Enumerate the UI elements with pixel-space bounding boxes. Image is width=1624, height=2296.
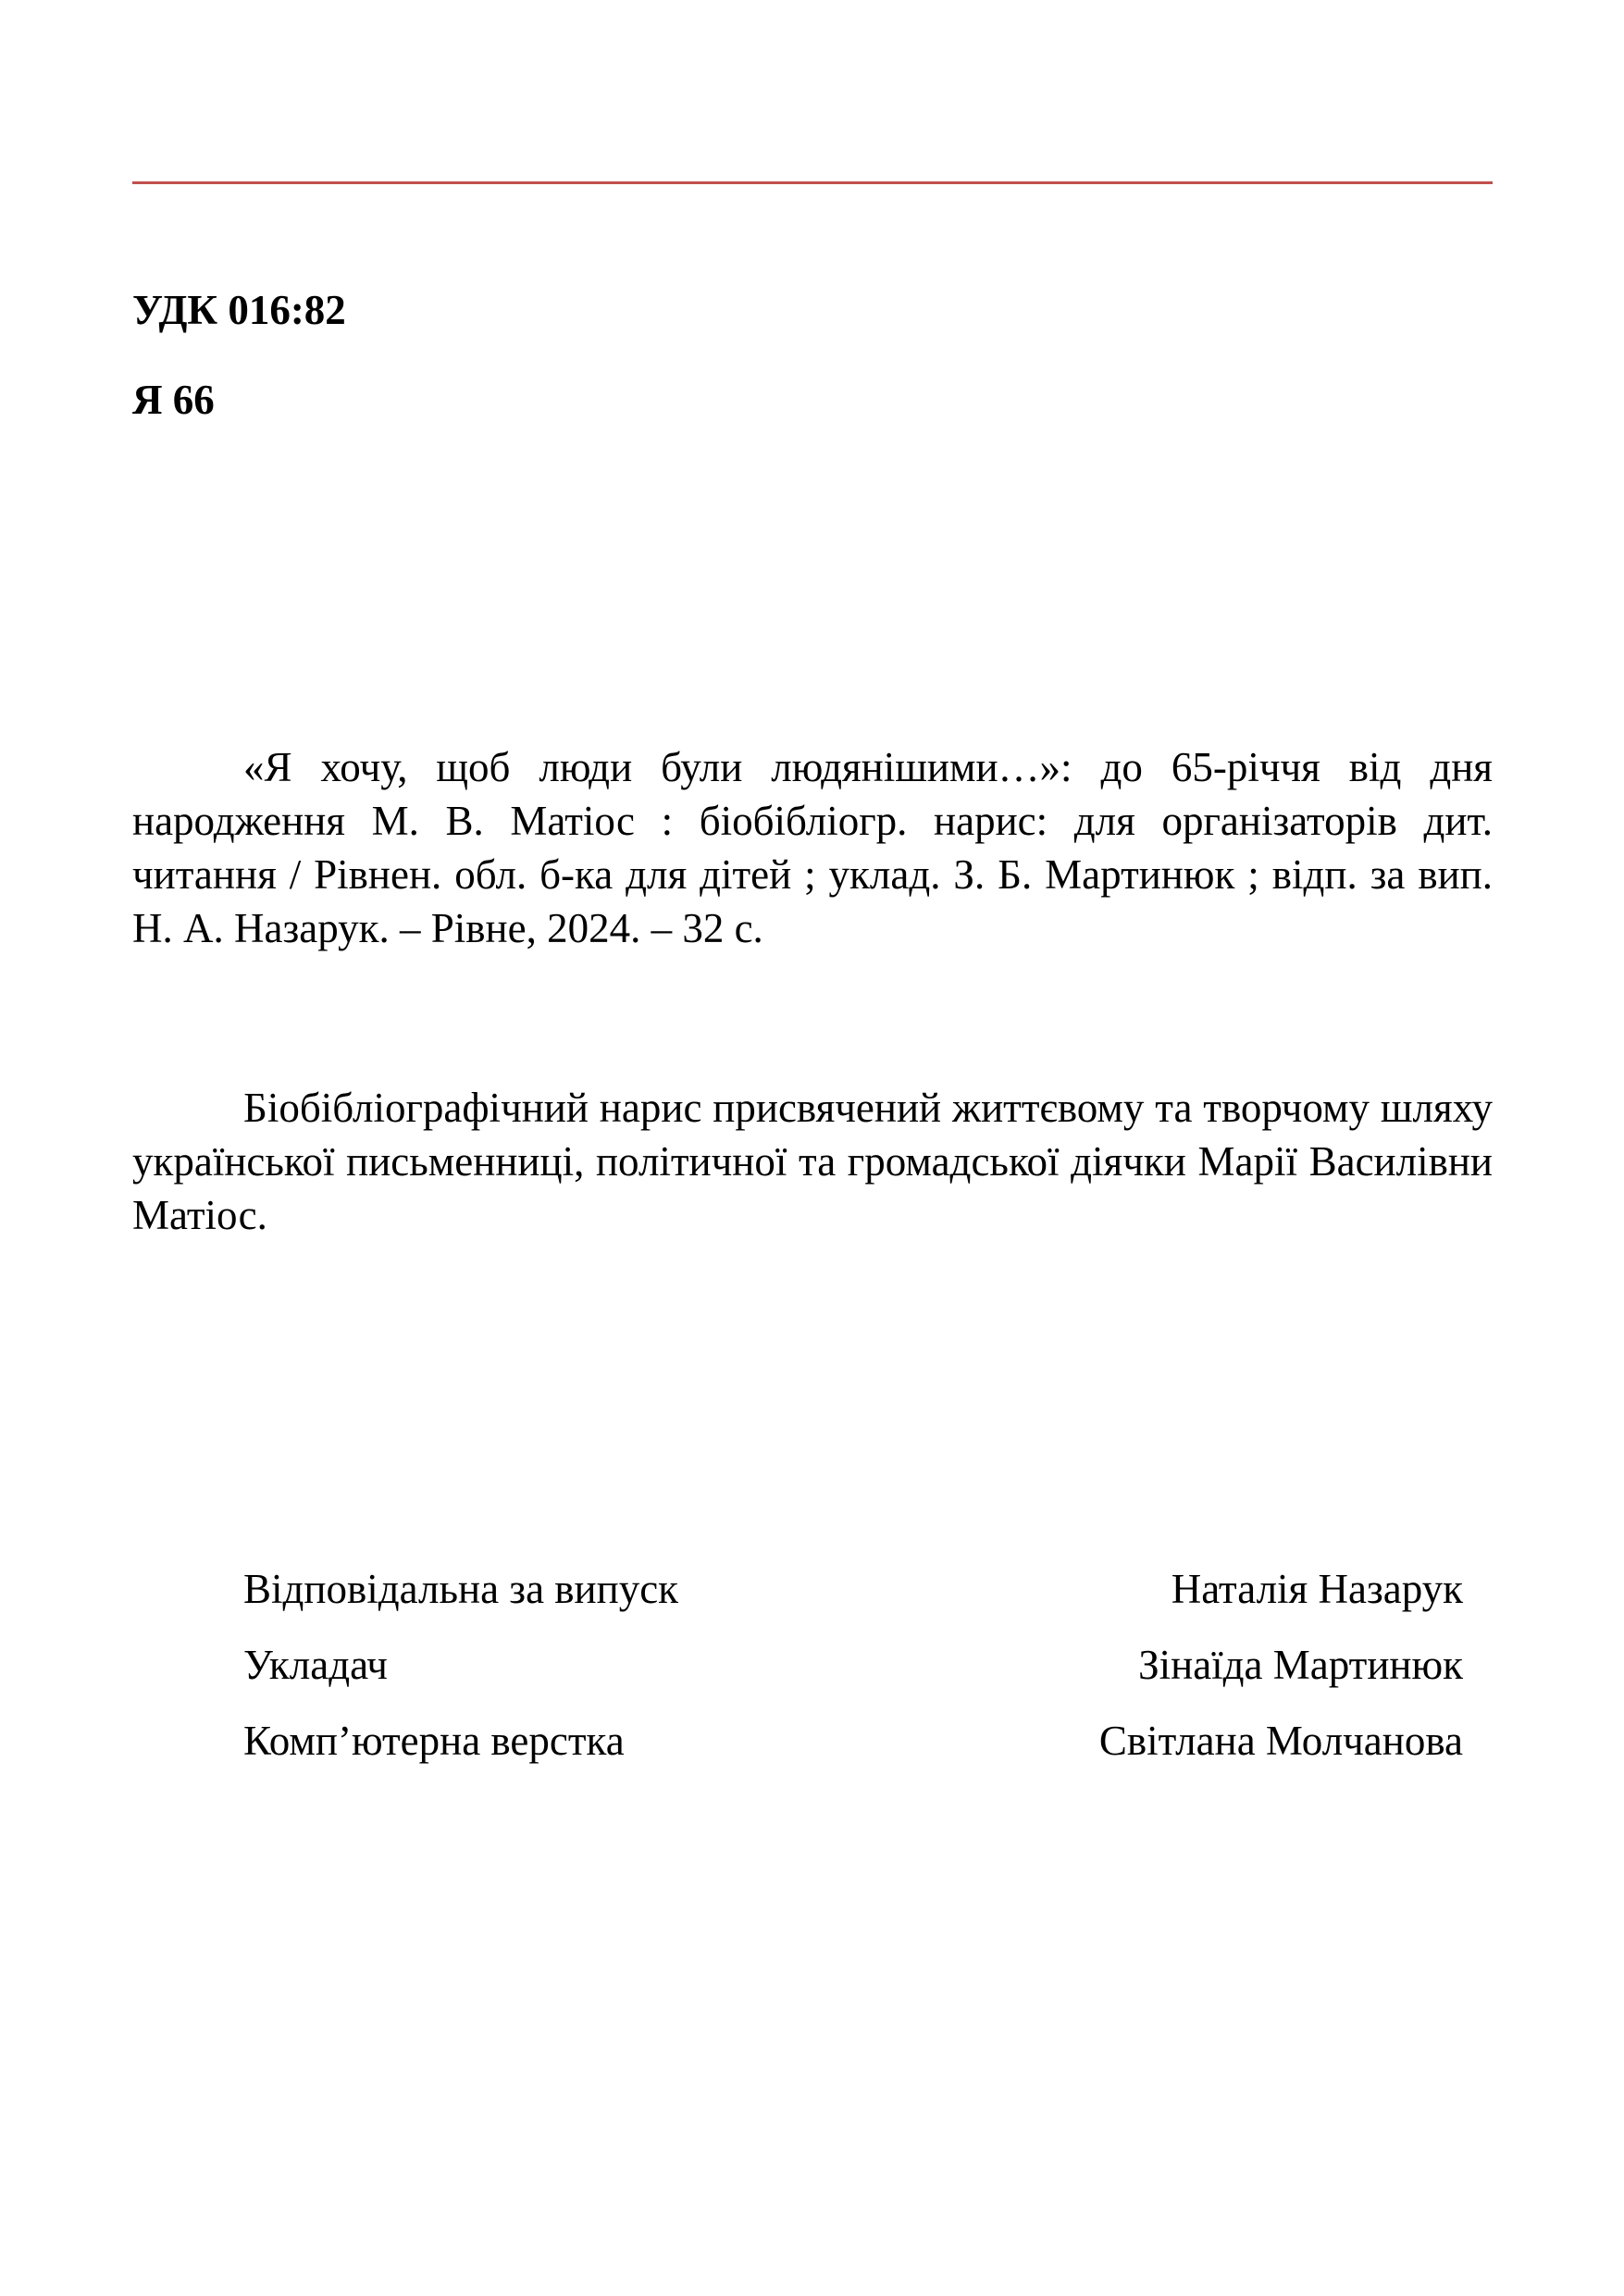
credit-name: Наталія Назарук: [1171, 1566, 1463, 1612]
credit-name: Зінаїда Мартинюк: [1138, 1642, 1463, 1688]
credit-row-compiler: [243, 1637, 1463, 1693]
header-divider-line: [132, 181, 1493, 184]
credit-role: Комп’ютерна верстка: [243, 1718, 625, 1764]
abstract-text: Біобібліографічний нарис присвячений життєвому та творчому шляху української письменниці, політичної та громадської діячки Марії Василівни Матіос.: [132, 1085, 1493, 1238]
udc-code: УДК 016:82: [132, 287, 346, 333]
credits-block: [243, 1561, 1463, 1789]
credit-name: Світлана Молчанова: [1098, 1718, 1463, 1764]
credit-role: Укладач: [243, 1642, 388, 1688]
credit-row-layout: [243, 1713, 1463, 1769]
credit-row-responsible: [243, 1561, 1463, 1617]
bibliographic-description: «Я хочу, щоб люди були людянішими…»: до 65-річчя від дня народження М. В. Матіос : біобібліогр. нарис: для організаторів дит. читання / Рівнен. обл. б-ка для дітей ; уклад. З. Б. Мартинюк ; відп. за вип. Н. А. Назарук. – Рівне, 2024. – 32 с.: [132, 744, 1493, 951]
credit-role: Відповідальна за випуск: [243, 1566, 679, 1612]
author-sign: Я 66: [132, 377, 215, 423]
